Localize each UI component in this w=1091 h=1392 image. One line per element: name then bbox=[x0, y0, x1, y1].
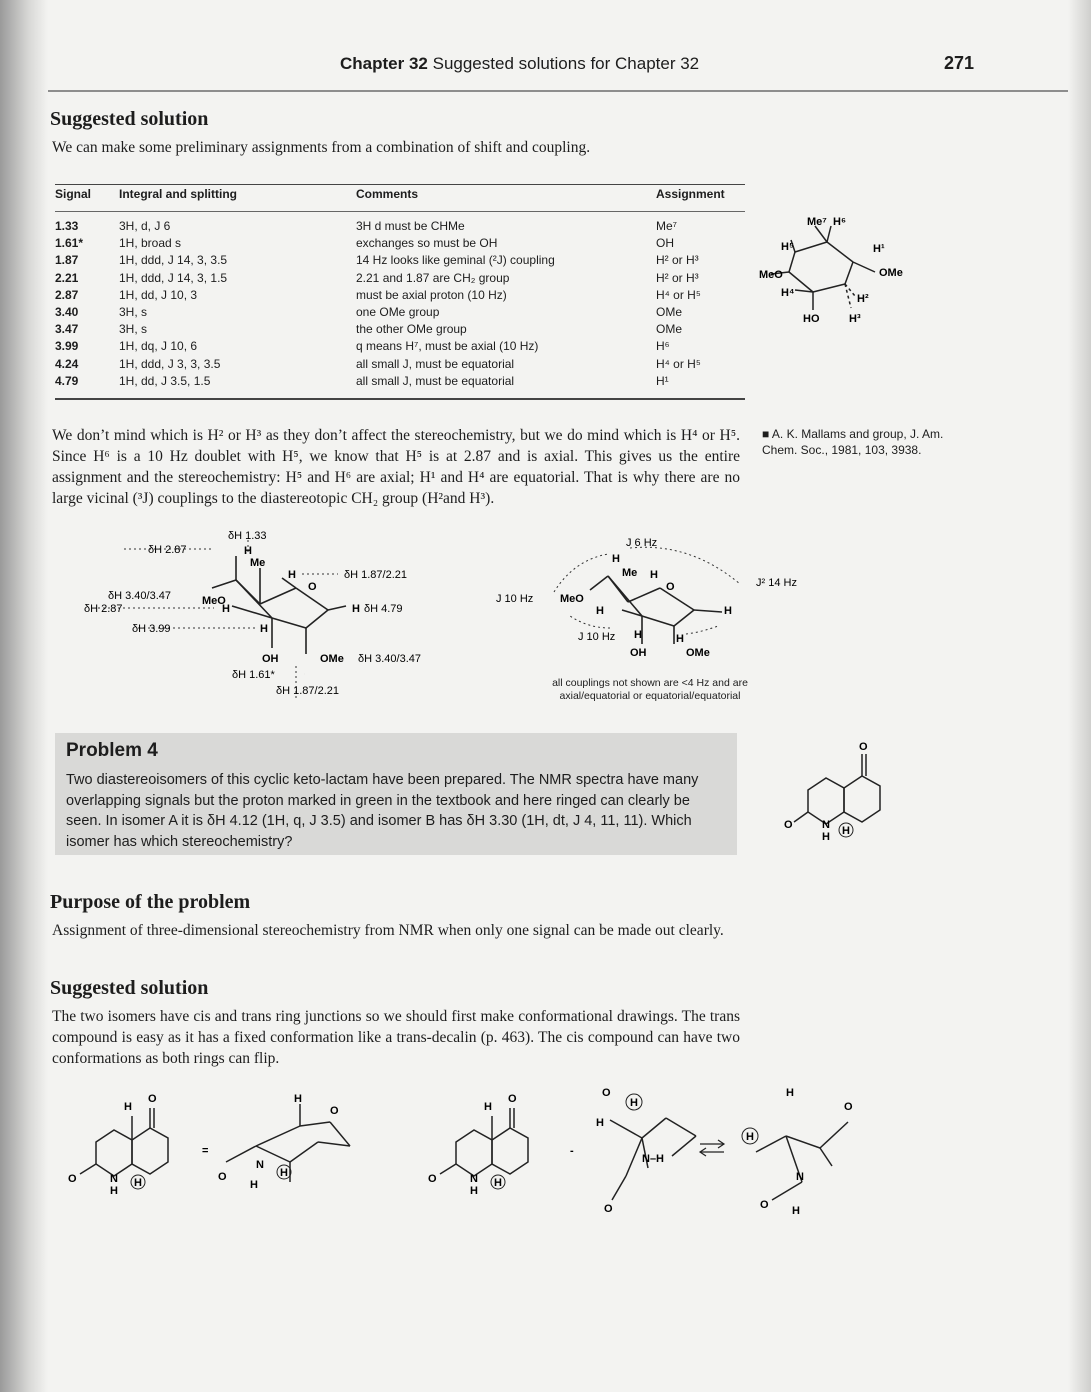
right-ome-label: OMe bbox=[686, 647, 710, 659]
page-gutter-shadow bbox=[0, 0, 48, 1392]
bottom-h-2: H bbox=[110, 1185, 118, 1197]
left-h-eq: H bbox=[222, 603, 230, 615]
table-cell: 1H, dq, J 10, 6 bbox=[119, 339, 198, 354]
struct1-h2-label: H² bbox=[857, 293, 869, 305]
bottom-h-1: H bbox=[124, 1101, 132, 1113]
shift-label-3-40-3-47: δH 3.40/3.47 bbox=[108, 590, 171, 602]
table-cell: 2.87 bbox=[55, 287, 79, 302]
bottom-o-7: O bbox=[602, 1087, 611, 1099]
table-cell: exchanges so must be OH bbox=[356, 236, 498, 251]
shift-label-3-99: δH 3.99 bbox=[132, 623, 171, 635]
table-header-assignment: Assignment bbox=[656, 185, 745, 212]
table-cell: 14 Hz looks like geminal (²J) coupling bbox=[356, 253, 555, 268]
right-h-low: H bbox=[634, 629, 642, 641]
table-cell: OH bbox=[656, 236, 674, 251]
table-row bbox=[55, 287, 745, 304]
bottom-h-ringed-3: H bbox=[494, 1177, 502, 1189]
right-me-label: Me bbox=[622, 567, 638, 579]
left-h-top: H bbox=[244, 545, 252, 557]
table-cell: must be axial proton (10 Hz) bbox=[356, 287, 507, 302]
table-cell: 3H, s bbox=[119, 305, 148, 320]
right-h-top: H bbox=[612, 553, 620, 565]
table-bottom-rule bbox=[55, 398, 745, 400]
running-head: Chapter 32 Suggested solutions for Chapter 32 bbox=[340, 54, 700, 73]
bottom-o-3: O bbox=[330, 1105, 339, 1117]
table-cell: 1H, broad s bbox=[119, 236, 182, 251]
table-cell: OMe bbox=[656, 305, 683, 320]
table-cell: 3H d must be CHMe bbox=[356, 219, 465, 233]
lactam-h-n: H bbox=[822, 831, 830, 843]
table-header-row bbox=[55, 185, 745, 212]
solution-paragraph: The two isomers have cis and trans ring junctions so we should first make conformational drawings. The trans compound is easy as it has a fixed conformation like a trans-decalin (p. 463). The cis compound can have two conformations as both rings can flip. bbox=[52, 1008, 740, 1067]
struct1-ho-label: HO bbox=[803, 313, 820, 325]
table-cell: H¹ bbox=[656, 373, 669, 388]
bottom-o-10: O bbox=[760, 1199, 769, 1211]
bottom-h-3: H bbox=[294, 1093, 302, 1105]
section-heading-suggested-solution: Suggested solution bbox=[50, 108, 209, 130]
table-header-comments: Comments bbox=[356, 185, 656, 212]
equilibrium-arrows-icon bbox=[700, 1140, 724, 1156]
right-oh-label: OH bbox=[630, 647, 647, 659]
table-cell: 1.61* bbox=[55, 236, 84, 251]
table-cell: 3H, s bbox=[119, 322, 148, 337]
table-cell: H⁴ or H⁵ bbox=[656, 356, 701, 371]
table-cell: 3.99 bbox=[55, 339, 79, 354]
bottom-h-8: H bbox=[786, 1087, 794, 1099]
table-cell: 1H, ddd, J 3, 3, 3.5 bbox=[119, 356, 221, 371]
bottom-n-2: N bbox=[256, 1159, 264, 1171]
section-heading-purpose: Purpose of the problem bbox=[50, 891, 251, 913]
bottom-o-9: O bbox=[844, 1101, 853, 1113]
lactam-n: N bbox=[822, 819, 830, 831]
table-cell: 3.40 bbox=[55, 305, 79, 320]
shift-label-3-40-3-47-b: δH 3.40/3.47 bbox=[358, 653, 421, 665]
right-h-mid: H bbox=[650, 569, 658, 581]
bottom-h-9: H bbox=[792, 1205, 800, 1217]
bottom-h-7: H bbox=[596, 1117, 604, 1129]
reference-text: A. K. Mallams and group, J. Am. Chem. Soc., 1981, 103, 3938. bbox=[762, 427, 944, 457]
table-row bbox=[55, 252, 745, 269]
shift-label-2-87-bottom: δH 2.87 bbox=[84, 603, 123, 615]
table-row bbox=[55, 304, 745, 321]
bottom-h-5: H bbox=[484, 1101, 492, 1113]
lactam-h-ringed: H bbox=[842, 825, 850, 837]
left-oh-label: OH bbox=[262, 653, 279, 665]
table-cell: Me⁷ bbox=[656, 219, 678, 233]
bottom-h-ringed-4: H bbox=[630, 1097, 638, 1109]
reference-note bbox=[762, 426, 977, 458]
problem-text: Two diastereoisomers of this cyclic keto-lactam have been prepared. The NMR spectra have many overlapping signals but the proton marked in green in the textbook and here ringed can clearly be seen. In isomer A it is δH 4.12 (1H, q, J 3.5) and isomer B has δH 3.30 (1H, dt, J 4, 11, 11). Which isomer has which stereochemistry? bbox=[66, 772, 699, 850]
table-cell: H⁶ bbox=[656, 339, 670, 354]
shift-assignment-diagram bbox=[76, 528, 448, 700]
left-me-label: Me bbox=[250, 557, 266, 569]
table-cell: OMe bbox=[656, 322, 683, 337]
right-meo-label: MeO bbox=[560, 593, 584, 605]
table-cell: 2.21 and 1.87 are CH₂ group bbox=[356, 270, 510, 285]
struct1-h5-label: H⁵ bbox=[781, 241, 795, 253]
page-edge-shadow bbox=[1068, 0, 1091, 1392]
table-cell: 2.21 bbox=[55, 270, 79, 285]
left-o-label: O bbox=[308, 581, 317, 593]
shift-label-1-87-2-21-b: δH 1.87/2.21 bbox=[276, 685, 339, 697]
nmr-assignment-table bbox=[55, 184, 745, 390]
bottom-o-8: O bbox=[604, 1203, 613, 1215]
intro-paragraph: We can make some preliminary assignments from a combination of shift and coupling. bbox=[52, 139, 591, 156]
table-cell: 1.87 bbox=[55, 253, 79, 268]
table-cell: 3H, d, J 6 bbox=[119, 219, 171, 233]
lactam-o-top: O bbox=[859, 741, 868, 753]
coupling-label-j10-a: J 10 Hz bbox=[496, 593, 534, 605]
right-h-left: H bbox=[596, 605, 604, 617]
bottom-h-4: H bbox=[250, 1179, 258, 1191]
table-cell: 4.24 bbox=[55, 356, 79, 371]
struct1-ome-label: OMe bbox=[879, 267, 903, 279]
right-h-low2: H bbox=[676, 633, 684, 645]
table-row bbox=[55, 270, 745, 287]
struct1-h6-label: H⁶ bbox=[833, 216, 847, 228]
paragraph-stereochemistry: We don’t mind which is H² or H³ as they don’t affect the stereochemistry, but we do mind which is H⁴ or H⁵. Since H⁶ is a 10 Hz doublet with H⁵, we know that H⁵ is at 2.87 and is axial. This gives us the entire assignment and the stereochemistry: H⁵ and H⁶ are axial; H¹ and H⁴ are equatorial. That is why there are no large vicinal (³J) couplings to the diastereotopic CH₂ group (H²and H³). bbox=[52, 427, 740, 507]
left-h-4-79: H bbox=[352, 603, 360, 615]
table-cell: H² or H³ bbox=[656, 253, 699, 268]
header-rule bbox=[48, 90, 1068, 92]
equals-sign: = bbox=[202, 1145, 209, 1157]
shift-label-1-87-2-21: δH 1.87/2.21 bbox=[344, 569, 407, 581]
table-cell: H² or H³ bbox=[656, 270, 699, 285]
bottom-nh: N–H bbox=[642, 1153, 665, 1165]
struct1-meo-label: MeO bbox=[759, 269, 783, 281]
table-cell: the other OMe group bbox=[356, 322, 467, 337]
table-cell: 4.79 bbox=[55, 373, 79, 388]
bottom-h-ringed-2: H bbox=[280, 1167, 288, 1179]
left-meo-label: MeO bbox=[202, 595, 226, 607]
shift-label-1-61: δH 1.61* bbox=[232, 669, 275, 681]
struct1-me7-label: Me⁷ bbox=[807, 216, 827, 228]
table-cell: 1H, ddd, J 14, 3, 1.5 bbox=[119, 270, 228, 285]
table-cell: 3.47 bbox=[55, 322, 79, 337]
table-cell: H⁴ or H⁵ bbox=[656, 287, 701, 302]
struct1-h1-label: H¹ bbox=[873, 243, 885, 255]
shift-label-2-87-top: δH 2.87 bbox=[148, 544, 187, 556]
table-cell: 1H, ddd, J 14, 3, 3.5 bbox=[119, 253, 228, 268]
problem-title: Problem 4 bbox=[66, 740, 158, 761]
bottom-o-6: O bbox=[428, 1173, 437, 1185]
left-h-ax: H bbox=[288, 569, 296, 581]
left-ome-label: OMe bbox=[320, 653, 344, 665]
table-header-signal: Signal bbox=[55, 185, 119, 212]
table-cell: 1H, dd, J 10, 3 bbox=[119, 287, 198, 302]
coupling-label-j10-b: J 10 Hz bbox=[578, 631, 616, 643]
bottom-n-3: N bbox=[470, 1173, 478, 1185]
bottom-h-6: H bbox=[470, 1185, 478, 1197]
table-cell: one OMe group bbox=[356, 305, 440, 320]
bottom-o-4: O bbox=[218, 1171, 227, 1183]
table-row bbox=[55, 212, 745, 236]
table-row bbox=[55, 235, 745, 252]
table-cell: all small J, must be equatorial bbox=[356, 373, 515, 388]
table-row bbox=[55, 338, 745, 355]
bottom-n-4: N bbox=[796, 1171, 804, 1183]
table-row bbox=[55, 373, 745, 390]
assigned-structure-diagram bbox=[755, 212, 915, 332]
bullet-square-icon: ■ bbox=[762, 427, 770, 441]
dash-sign: - bbox=[570, 1145, 574, 1157]
purpose-paragraph: Assignment of three-dimensional stereochemistry from NMR when only one signal can be made out clearly. bbox=[52, 922, 724, 939]
bottom-o-2: O bbox=[68, 1173, 77, 1185]
conformational-drawings bbox=[56, 1082, 876, 1232]
table-header-integral: Integral and splitting bbox=[119, 185, 356, 212]
struct1-h3-label: H³ bbox=[849, 313, 861, 325]
table-cell: 1.33 bbox=[55, 219, 79, 233]
bottom-h-ringed-1: H bbox=[134, 1177, 142, 1189]
table-row bbox=[55, 356, 745, 373]
bottom-h-ringed-5: H bbox=[746, 1131, 754, 1143]
page-number: 271 bbox=[944, 53, 975, 73]
bottom-o-5: O bbox=[508, 1093, 517, 1105]
bottom-n-1: N bbox=[110, 1173, 118, 1185]
table-cell: 1H, dd, J 3.5, 1.5 bbox=[119, 373, 211, 388]
struct1-h4-label: H⁴ bbox=[781, 287, 795, 299]
bottom-o-1: O bbox=[148, 1093, 157, 1105]
keto-lactam-structure bbox=[780, 730, 910, 850]
section-heading-suggested-solution-2: Suggested solution bbox=[50, 977, 209, 999]
shift-label-1-33: δH 1.33 bbox=[228, 530, 267, 542]
right-h-right: H bbox=[724, 605, 732, 617]
coupling-label-j2: J² 14 Hz bbox=[756, 577, 797, 589]
table-row bbox=[55, 321, 745, 338]
lactam-o-left: O bbox=[784, 819, 793, 831]
shift-label-4-79: δH 4.79 bbox=[364, 603, 403, 615]
coupling-label-j6: J 6 Hz bbox=[626, 537, 658, 549]
coupling-caption: all couplings not shown are <4 Hz and are axial/equatorial or equatorial/equatorial bbox=[552, 677, 748, 702]
table-cell: all small J, must be equatorial bbox=[356, 356, 515, 371]
left-h-3-99: H bbox=[260, 623, 268, 635]
table-cell: q means H⁷, must be axial (10 Hz) bbox=[356, 339, 539, 354]
right-o-label: O bbox=[666, 581, 675, 593]
